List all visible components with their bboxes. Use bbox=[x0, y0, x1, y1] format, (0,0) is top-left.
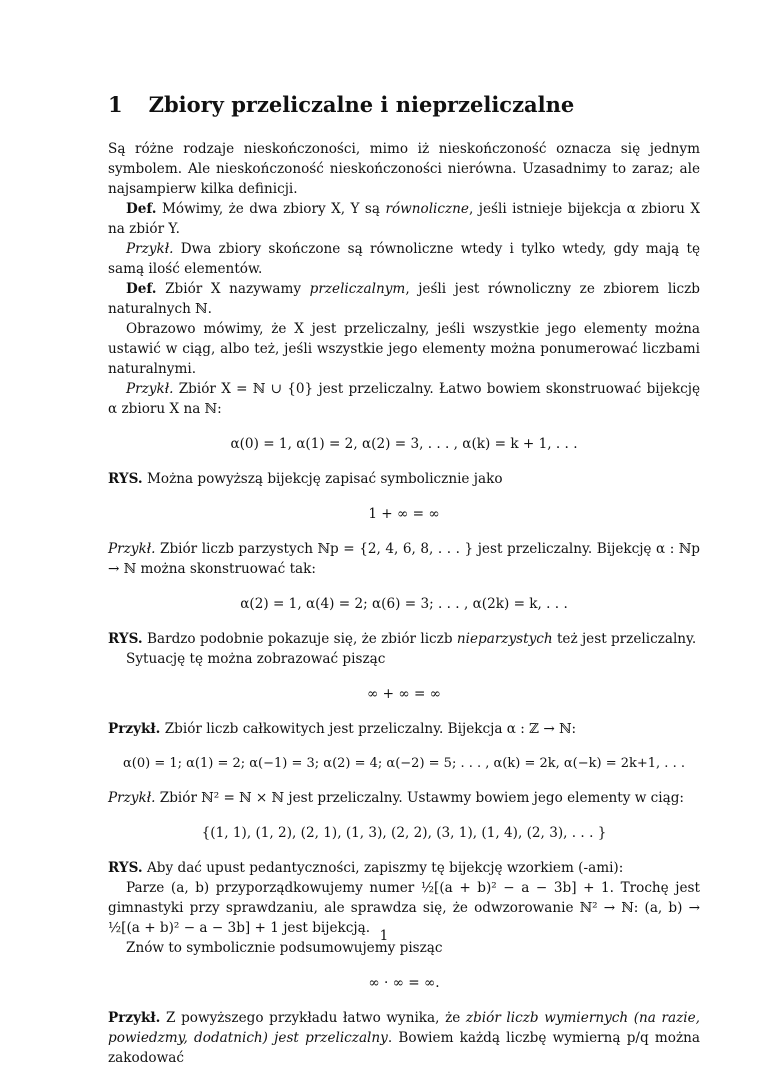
example-even-numbers: Przykł. Zbiór liczb parzystych ℕp = {2, 4, 6, 8, . . . } jest przeliczalny. Bijekcję α : ℕp → ℕ można skonstruować tak: bbox=[108, 541, 700, 577]
section-heading bbox=[108, 92, 700, 117]
equation-one-plus-infinity: 1 + ∞ = ∞ bbox=[368, 506, 440, 522]
figure-note-3: RYS. Aby dać upust pedantyczności, zapiszmy tę bijekcję wzorkiem (-ami): bbox=[108, 860, 624, 876]
page-number: 1 bbox=[379, 928, 389, 944]
situation-paragraph: Sytuację tę można zobrazować pisząc bbox=[126, 651, 386, 667]
section-title: Zbiory przeliczalne i nieprzeliczalne bbox=[148, 92, 575, 117]
example-n-squared: Przykł. Zbiór ℕ² = ℕ × ℕ jest przeliczalny. Ustawmy bowiem jego elementy w ciąg: bbox=[108, 790, 685, 806]
page-body bbox=[108, 92, 700, 1068]
example-integers: Przykł. Zbiór liczb całkowitych jest przeliczalny. Bijekcja α : ℤ → ℕ: bbox=[108, 721, 577, 737]
equation-integer-bijection: α(0) = 1; α(1) = 2; α(−1) = 3; α(2) = 4; α(−2) = 5; . . . , α(k) = 2k, α(−k) = 2k+1, . . . bbox=[123, 756, 685, 771]
summary-paragraph: Znów to symbolicznie podsumowujemy pisząc bbox=[126, 940, 443, 956]
rys-label: RYS. bbox=[108, 860, 143, 876]
equation-even-bijection: α(2) = 1, α(4) = 2; α(6) = 3; . . . , α(2k) = k, . . . bbox=[240, 596, 568, 612]
definition-equinumerous: Def. Mówimy, że dwa zbiory X, Y są równoliczne, jeśli istnieje bijekcja α zbioru X na zbiór Y. bbox=[108, 201, 701, 237]
definition-countable: Def. Zbiór X nazywamy przeliczalnym, jeśli jest równoliczny ze zbiorem liczb naturalnych ℕ. bbox=[108, 281, 700, 317]
intro-paragraph: Są różne rodzaje nieskończoności, mimo iż nieskończoność oznacza się jednym symbolem. Ale nieskończoność nieskończoności nierówna. Uzasadnimy to zaraz; ale najsampierw kilka definicji. bbox=[108, 141, 700, 197]
term-rownoliczne: równoliczne bbox=[385, 201, 469, 217]
section-number: 1 bbox=[108, 92, 123, 117]
example-finite-sets: Przykł. Dwa zbiory skończone są równoliczne wtedy i tylko wtedy, gdy mają tę samą ilość elementów. bbox=[108, 241, 700, 277]
pair-formula-paragraph: Parze (a, b) przyporządkowujemy numer ½[(a + b)² − a − 3b] + 1. Trochę jest gimnastyki przy sprawdzaniu, ale sprawdza się, że odwzorowanie ℕ² → ℕ: (a, b) → ½[(a + b)² − a − 3b] + 1 jest bijekcją. bbox=[108, 880, 700, 936]
example-label: Przykł. bbox=[108, 541, 156, 557]
rys-label: RYS. bbox=[108, 631, 143, 647]
claim-rationals-countable: zbiór liczb wymiernych (na razie, powiedzmy, dodatnich) jest przeliczalny bbox=[108, 1010, 700, 1046]
equation-pair-sequence: {(1, 1), (1, 2), (2, 1), (1, 3), (2, 2), (3, 1), (1, 4), (2, 3), . . . } bbox=[201, 825, 607, 841]
equation-infinity-times-infinity: ∞ · ∞ = ∞. bbox=[368, 975, 440, 991]
figure-note-2: RYS. Bardzo podobnie pokazuje się, że zbiór liczb nieparzystych też jest przeliczalny. bbox=[108, 631, 697, 647]
def-label: Def. bbox=[126, 201, 157, 217]
example-label-bold: Przykł. bbox=[108, 721, 161, 737]
figure-note-1: RYS. Można powyższą bijekcję zapisać symbolicznie jako bbox=[108, 471, 503, 487]
example-label: Przykł. bbox=[126, 241, 174, 257]
example-rationals: Przykł. Z powyższego przykładu łatwo wynika, że zbiór liczb wymiernych (na razie, powiedzmy, dodatnich) jest przeliczalny. Bowiem każdą liczbę wymierną p/q można zakodować bbox=[108, 1010, 700, 1066]
example-label: Przykł. bbox=[126, 381, 174, 397]
example-label-bold: Przykł. bbox=[108, 1010, 161, 1026]
rys-label: RYS. bbox=[108, 471, 143, 487]
equation-shift-bijection: α(0) = 1, α(1) = 2, α(2) = 3, . . . , α(k) = k + 1, . . . bbox=[230, 436, 578, 452]
example-label: Przykł. bbox=[108, 790, 156, 806]
term-nieparzystych: nieparzystych bbox=[456, 631, 553, 647]
example-n-union-zero: Przykł. Zbiór X = ℕ ∪ {0} jest przeliczalny. Łatwo bowiem skonstruować bijekcję α zbioru X na ℕ: bbox=[108, 381, 700, 417]
intuition-paragraph: Obrazowo mówimy, że X jest przeliczalny, jeśli wszystkie jego elementy można ustawić w ciąg, albo też, jeśli wszystkie jego elementy można ponumerować liczbami naturalnymi. bbox=[108, 321, 700, 377]
term-przeliczalny: przeliczalnym bbox=[309, 281, 406, 297]
def-label: Def. bbox=[126, 281, 157, 297]
equation-infinity-plus-infinity: ∞ + ∞ = ∞ bbox=[366, 686, 442, 702]
